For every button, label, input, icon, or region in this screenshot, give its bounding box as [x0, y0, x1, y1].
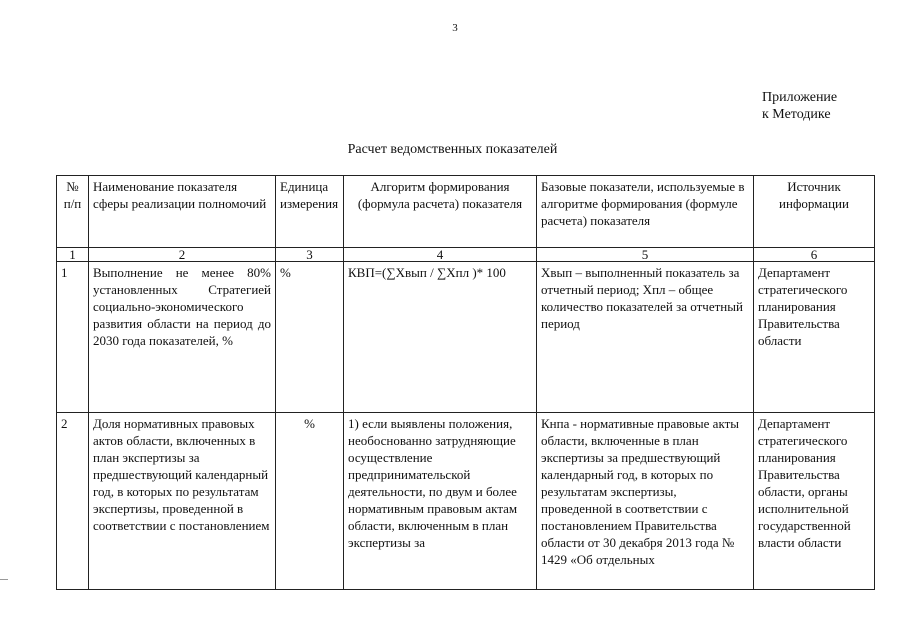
header-name: Наименование показателя сферы реализации полномочий	[89, 176, 276, 248]
column-number: 1	[57, 248, 89, 262]
scan-mark	[0, 579, 8, 580]
header-num: № п/п	[57, 176, 89, 248]
row-indicator-name: Доля нормативных правовых актов области, включенных в план экспертизы за предшествующий календарный год, в которых по результатам экспертизы, проведенной в соответствии с постановлением	[89, 413, 276, 590]
column-number: 2	[89, 248, 276, 262]
column-number: 5	[537, 248, 754, 262]
column-number: 3	[276, 248, 344, 262]
appendix-label	[762, 89, 837, 123]
header-formula: Алгоритм формирования (формула расчета) показателя	[344, 176, 537, 248]
page-number: 3	[452, 22, 458, 34]
row-unit: %	[276, 262, 344, 413]
header-base: Базовые показатели, используемые в алгоритме формирования (формуле расчета) показателя	[537, 176, 754, 248]
row-num: 1	[57, 262, 89, 413]
row-source: Департамент стратегического планирования Правительства области	[754, 262, 875, 413]
document-title: Расчет ведомственных показателей	[347, 142, 558, 157]
row-num: 2	[57, 413, 89, 590]
table-row	[57, 262, 875, 413]
column-numbers-row	[57, 248, 875, 262]
row-source: Департамент стратегического планирования Правительства области, органы исполнительной государственной власти области	[754, 413, 875, 590]
indicators-table	[56, 175, 875, 590]
header-source: Источник информации	[754, 176, 875, 248]
row-indicator-name: Выполнение не менее 80% установленных Стратегией социально-экономического развития области на период до 2030 года показателей, %	[89, 262, 276, 413]
row-formula: 1) если выявлены положения, необоснованно затрудняющие осуществление предпринимательской деятельности, по двум и более нормативным правовым актам области, включенным в план экспертизы за	[344, 413, 537, 590]
column-number: 4	[344, 248, 537, 262]
table-row	[57, 413, 875, 590]
appendix-line-1: Приложение	[762, 90, 838, 105]
appendix-line-2: к Методике	[762, 107, 831, 122]
row-unit: %	[276, 413, 344, 590]
column-number: 6	[754, 248, 875, 262]
table-header-row	[57, 176, 875, 248]
header-unit: Единица измерения	[276, 176, 344, 248]
row-base-indicators: Хвып – выполненный показатель за отчетный период; Хпл – общее количество показателей за отчетный период	[537, 262, 754, 413]
row-base-indicators: Кнпа - нормативные правовые акты области, включенные в план экспертизы за предшествующий календарный год, в которых по результатам экспертизы, проведенной в соответствии с постановлением Правительства области от 30 декабря 2013 года № 1429 «Об отдельных	[537, 413, 754, 590]
row-formula: КВП=(∑Хвып / ∑Хпл )* 100	[344, 262, 537, 413]
